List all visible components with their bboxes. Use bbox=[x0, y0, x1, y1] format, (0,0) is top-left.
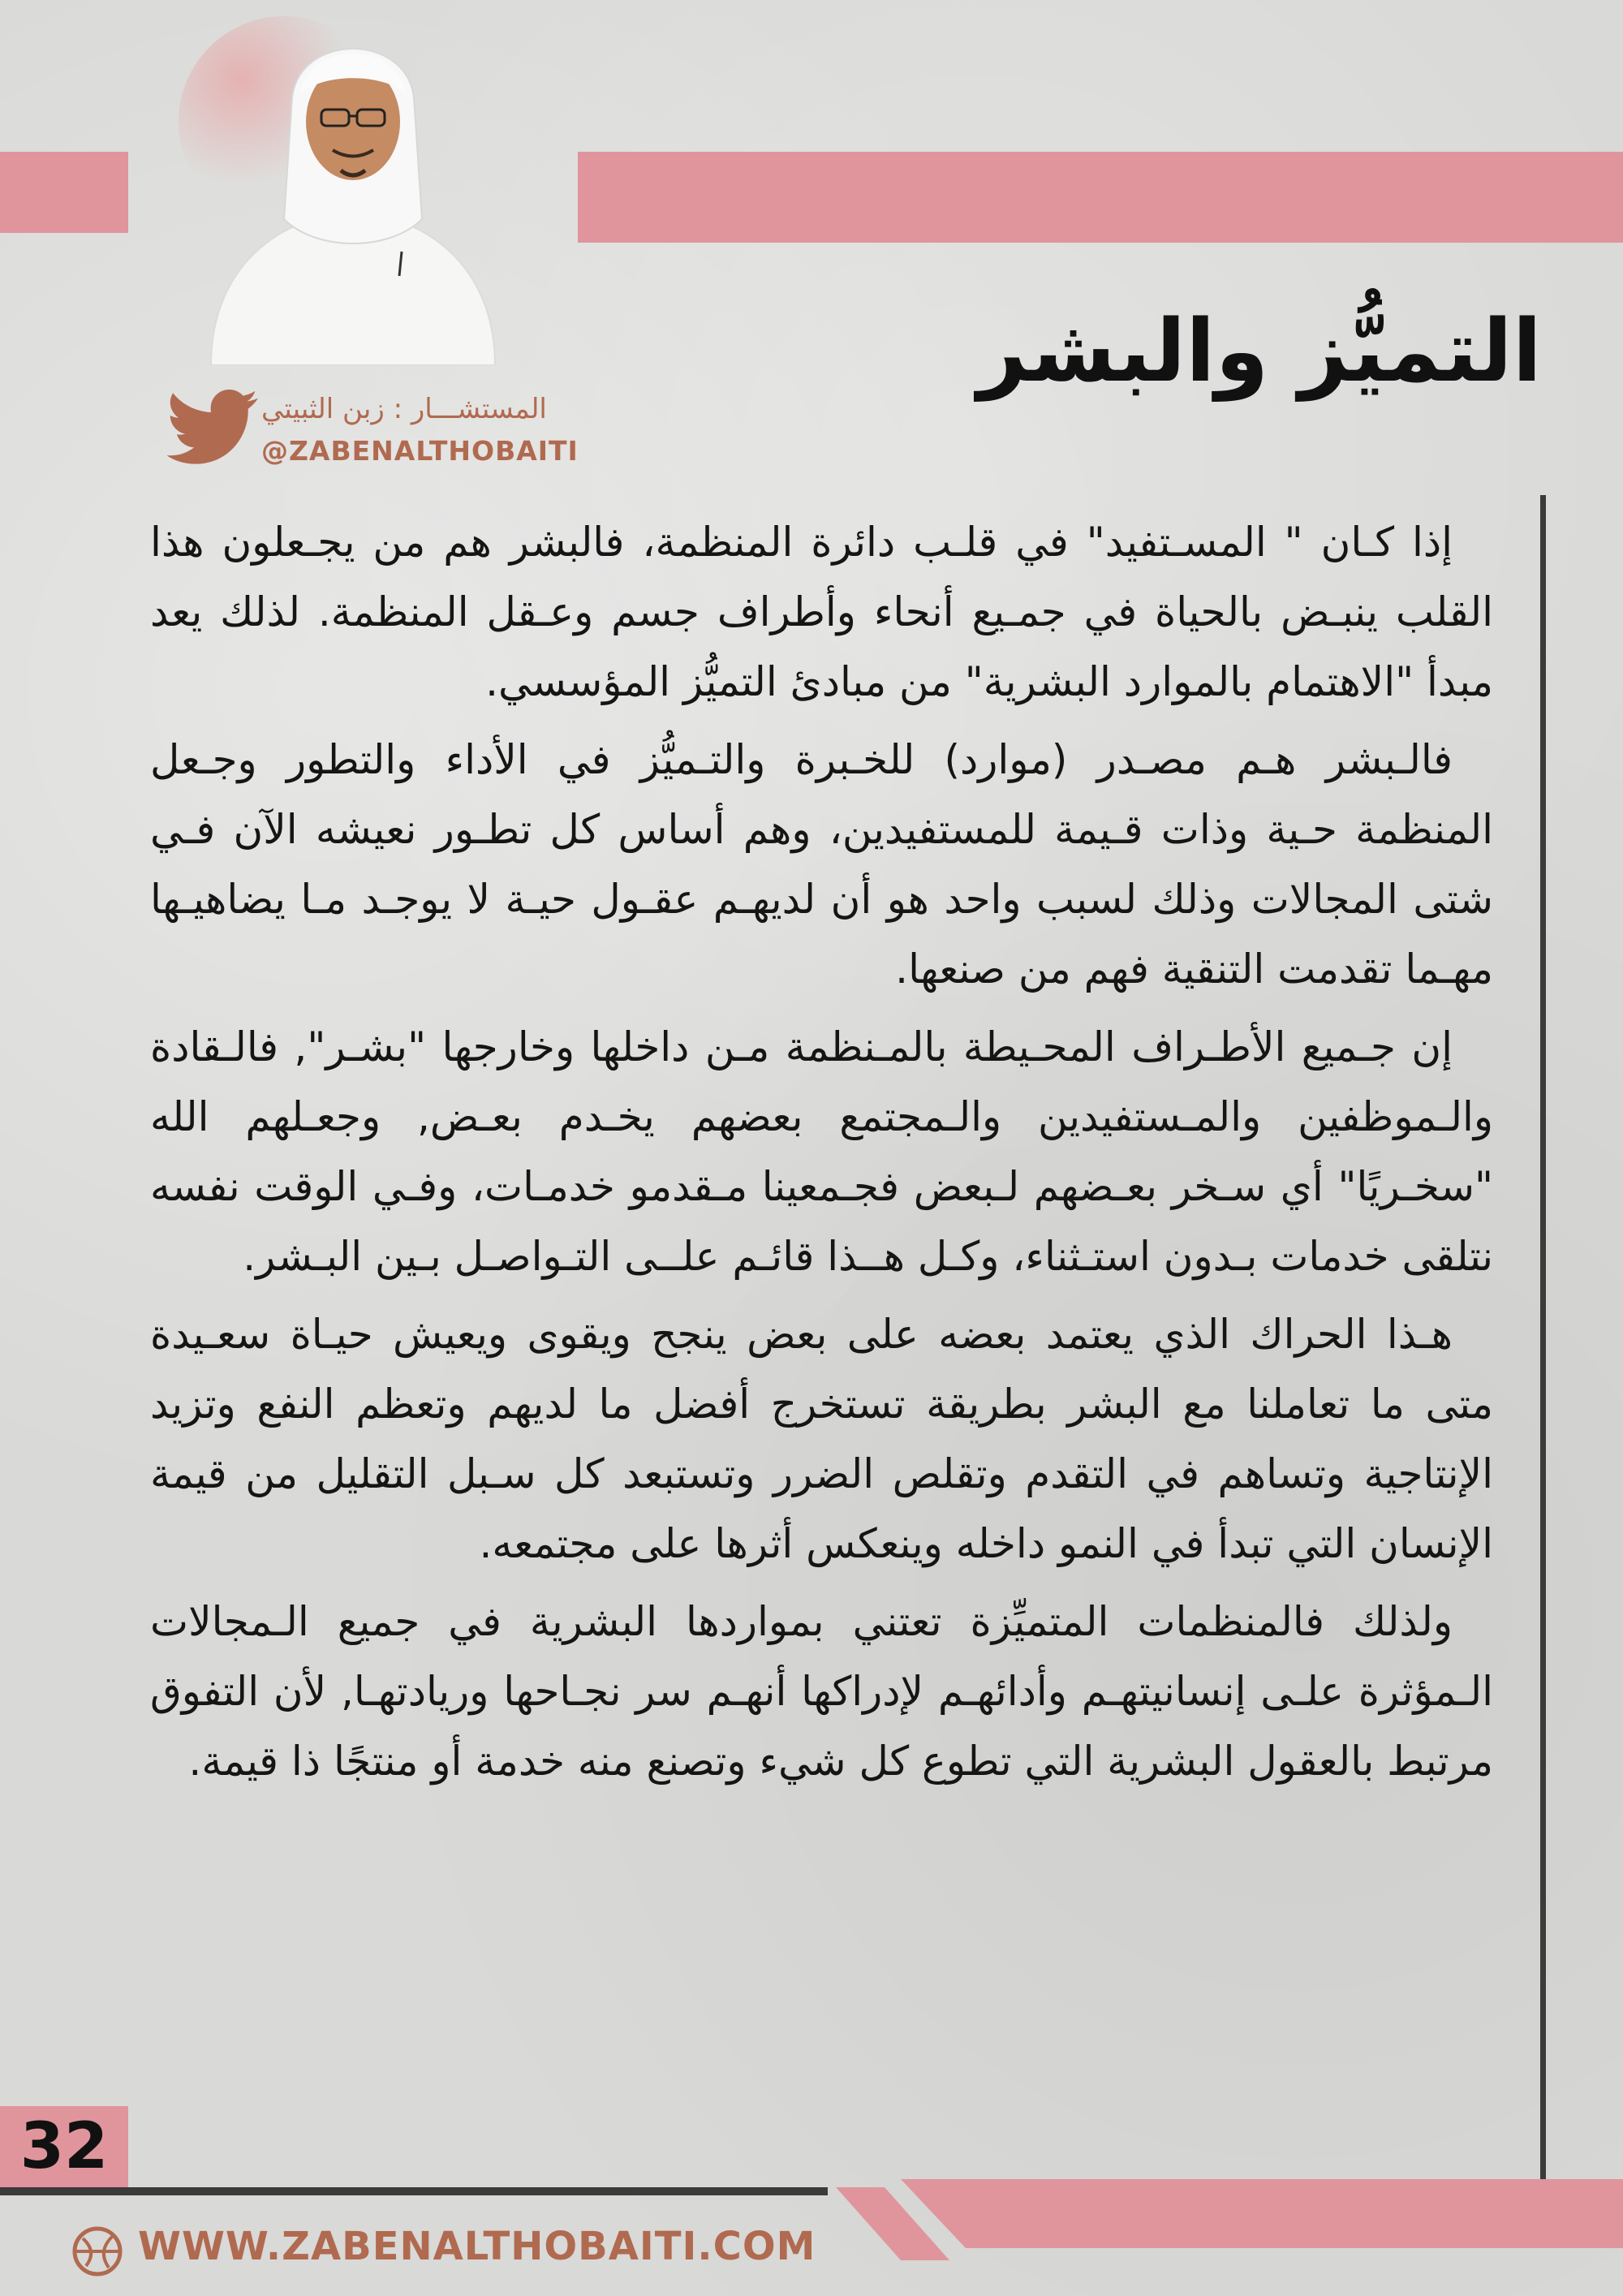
vertical-rule bbox=[1540, 495, 1546, 2187]
website-link[interactable]: WWW.ZABENALTHOBAITI.COM bbox=[138, 2224, 816, 2269]
paragraph: هـذا الحراك الذي يعتمد بعضه على بعض ينجح ويقوى ويعيش حيـاة سعـيدة متى ما تعاملنا مع البشر بطريقة تستخرج أفضل ما لديهم وتعظم النفع وتزيد الإنتاجية وتساهم في التقدم وتقلص الضرر وتستبعد كل سـبل التقليل من قيمة الإنسان التي تبدأ في النمو داخله وينعكس أثرها على مجتمعه. bbox=[150, 1311, 1493, 1567]
footer-decoration bbox=[836, 2179, 1623, 2260]
article-body bbox=[150, 507, 1493, 1804]
author-name: المستشـــار : زبن الثبيتي bbox=[261, 393, 547, 425]
paragraph: ولذلك فالمنظمات المتميِّزة تعتني بمواردها البشرية في جميع الـمجالات الـمؤثرة علـى إنسانيتهـم وأدائهـم لإدراكها أنهـم سر نجـاحها وريادتهـا, لأن التفوق مرتبط بالعقول البشرية التي تطوع كل شيء وتصنع منه خدمة أو منتجًا ذا قيمة. bbox=[150, 1598, 1493, 1785]
header-bar-right bbox=[578, 152, 1623, 243]
page-number: 32 bbox=[19, 2110, 109, 2183]
header-bar-left bbox=[0, 152, 128, 233]
twitter-bird-icon bbox=[166, 390, 260, 467]
author-handle[interactable]: @ZABENALTHOBAITI bbox=[261, 435, 579, 467]
article-title: التميُّز والبشر bbox=[977, 301, 1542, 401]
paragraph: إن جـميع الأطـراف المحـيطة بالمـنظمة مـن داخلها وخارجها "بشـر", فالـقادة والـموظفين والمـستفيدين والـمجتمع بعضهم يخـدم بعـض, وجعـلهم الله "سخـريًا" أي سـخر بعـضهم لـبعض فجـمعينا مـقدمو خدمـات، وفـي الوقت نفسه نتلقى خدمات بـدون استـثناء، وكـل هــذا قائـم علــى التـواصـل بـين البـشر. bbox=[150, 1023, 1493, 1280]
author-portrait bbox=[179, 8, 527, 365]
paragraph: فالـبشر هـم مصـدر (موارد) للخـبرة والتـميُّز في الأداء والتطور وجـعل المنظمة حـية وذات قـيمة للمستفيدين، وهم أساس كل تطـور نعيشه الآن فـي شتى المجالات وذلك لسبب واحد هو أن لديهـم عقـول حيـة لا يوجـد مـا يضاهيـها مهـما تقدمت التنقية فهم من صنعها. bbox=[150, 736, 1493, 993]
paragraph: إذا كـان " المسـتفيد" في قلـب دائرة المنظمة، فالبشر هم من يجـعلون هذا القلب ينبـض بالحياة في جمـيع أنحاء وأطراف جسم وعـقل المنظمة. لذلك يعد مبدأ "الاهتمام بالموارد البشرية" من مبادئ التميُّز المؤسسي. bbox=[150, 519, 1493, 705]
globe-icon bbox=[71, 2225, 123, 2277]
footer-line bbox=[0, 2187, 828, 2195]
